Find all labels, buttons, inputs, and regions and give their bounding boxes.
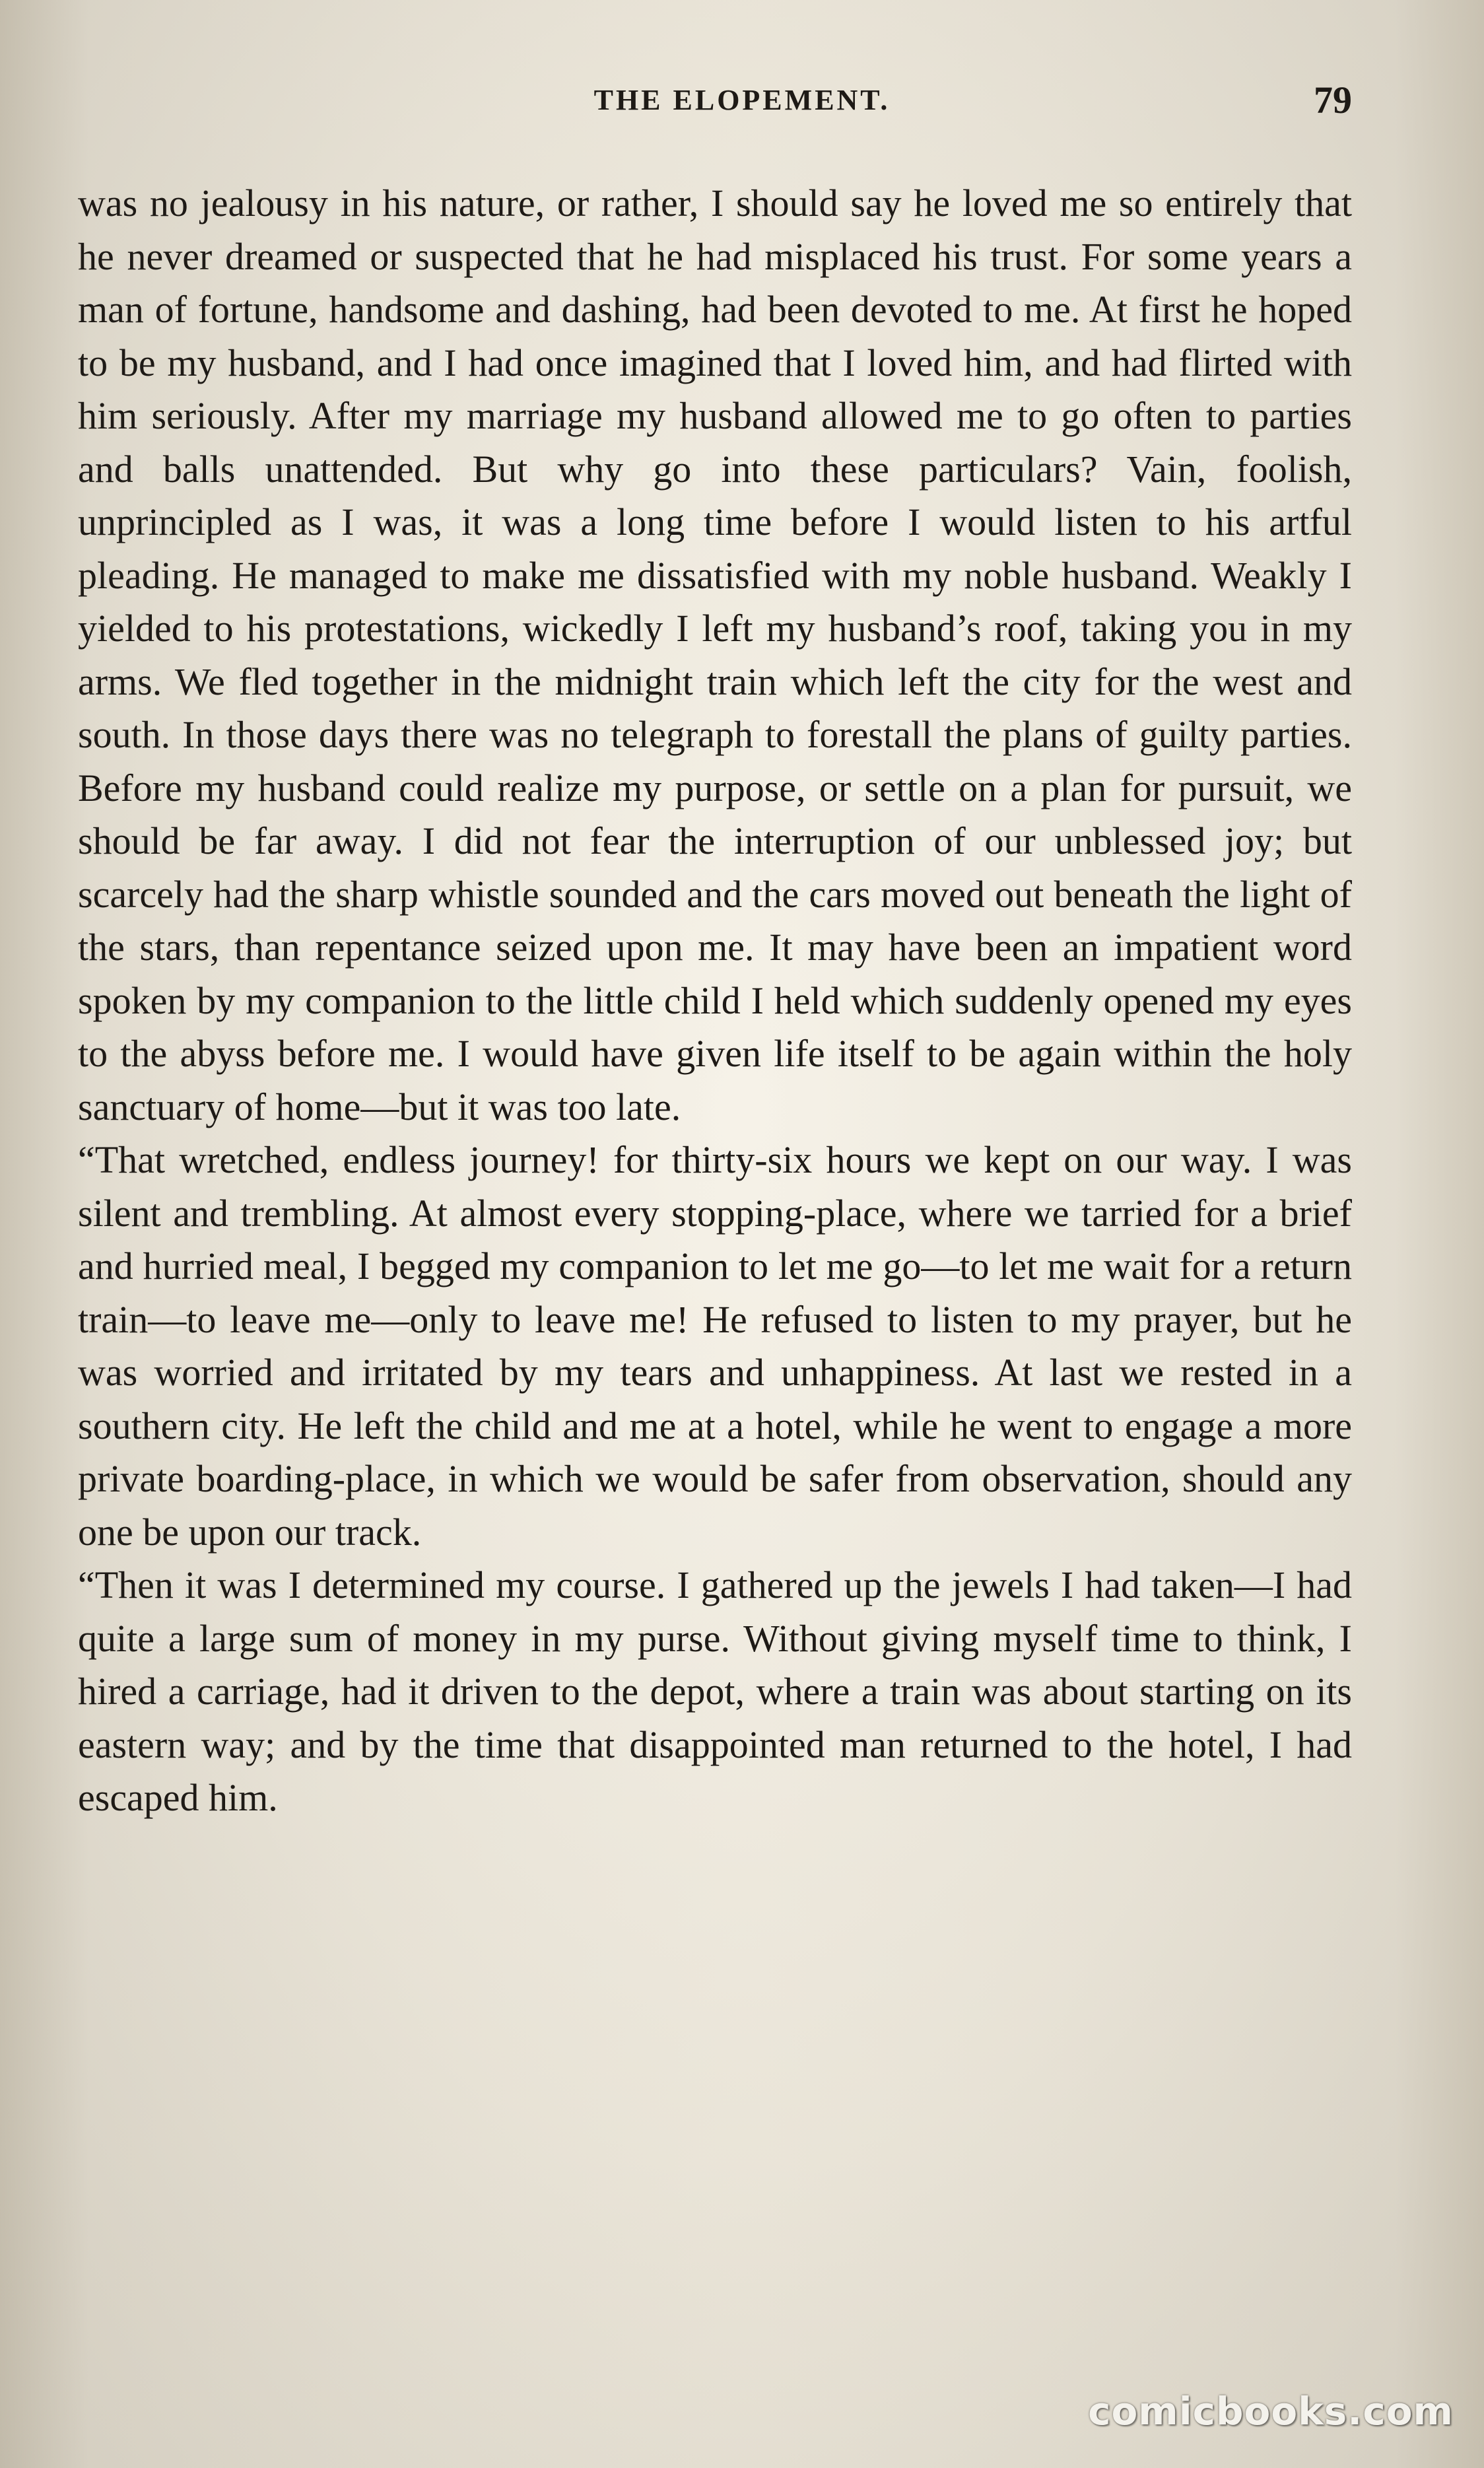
chapter-title: THE ELOPEMENT. bbox=[593, 84, 891, 116]
paragraph-2: “That wretched, endless journey! for thirty-six hours we kept on our way. I was silent and trembling. At almost every stopping-place, where we tarried for a brief and hurried meal, I begged my companion to let me go—to let me wait for a return train—to leave me—only to leave me! He refused to listen to my prayer, but he was worried and irritated by my tears and unhappiness. At last we rested in a southern city. He left the child and me at a hotel, while he went to engage a more private boarding-place, in which we would be safer from observation, should any one be upon our track. bbox=[78, 1138, 1352, 1554]
watermark: comicbooks.com bbox=[1088, 2389, 1454, 2434]
paragraph-3: “Then it was I determined my course. I gathered up the jewels I had taken—I had quite a large sum of money in my purse. Without giving myself time to think, I hired a carriage, had it driven to the depot, where a train was about starting on its eastern way; and by the time that disappointed man returned to the hotel, I had escaped him. bbox=[78, 1563, 1352, 1819]
running-head bbox=[0, 78, 1484, 131]
body-text bbox=[78, 177, 1352, 1825]
paragraph-1: was no jealousy in his nature, or rather, I should say he loved me so entirely that he never dreamed or suspected that he had misplaced his trust. For some years a man of fortune, handsome and dashing, had been devoted to me. At first he hoped to be my husband, and I had once imagined that I loved him, and had flirted with him seriously. After my marriage my husband allowed me to go often to parties and balls unattended. But why go into these particulars? Vain, foolish, unprincipled as I was, it was a long time before I would listen to his artful pleading. He managed to make me dissatisfied with my noble husband. Weakly I yielded to his protestations, wickedly I left my husband’s roof, taking you in my arms. We fled together in the midnight train which left the city for the west and south. In those days there was no telegraph to forestall the plans of guilty parties. Before my husband could realize my purpose, or settle on a plan for pursuit, we should be far away. I did not fear the interruption of our unblessed joy; but scarcely had the sharp whistle sounded and the cars moved out beneath the light of the stars, than repentance seized upon me. It may have been an impatient word spoken by my companion to the little child I held which suddenly opened my eyes to the abyss before me. I would have given life itself to be again within the holy sanctuary of home—but it was too late. bbox=[78, 182, 1352, 1128]
page-number: 79 bbox=[1314, 79, 1352, 121]
